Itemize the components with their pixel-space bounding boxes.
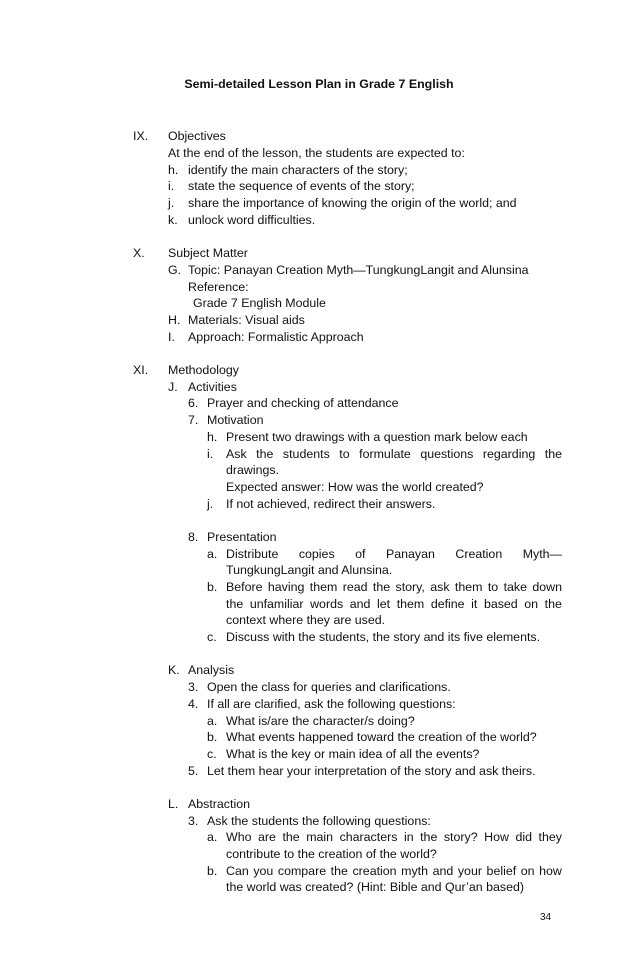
abstraction-question-justified-line	[226, 829, 562, 845]
list-marker: H.	[168, 313, 181, 327]
word: the	[544, 447, 562, 461]
list-marker: b.	[207, 730, 218, 744]
methodology-heading: Methodology	[168, 363, 239, 377]
word: Ask	[226, 447, 247, 461]
analysis-item: Open the class for queries and clarifications.	[207, 680, 451, 694]
objective-item: share the importance of knowing the origin of the world; and	[188, 196, 517, 210]
list-marker: c.	[207, 747, 217, 761]
topic-line: Topic: Panayan Creation Myth—TungkungLangit and Alunsina	[188, 263, 529, 277]
list-marker: 8.	[188, 530, 199, 544]
list-marker: h.	[207, 430, 218, 444]
word: of	[355, 547, 366, 561]
word: students	[282, 447, 330, 461]
word: Creation	[455, 547, 503, 561]
analysis-item: Let them hear your interpretation of the story and ask theirs.	[207, 764, 536, 778]
word: your	[457, 864, 482, 878]
objectives-intro: At the end of the lesson, the students are expected to:	[168, 146, 465, 160]
list-marker: j.	[207, 497, 214, 511]
abstraction-question-continuation: the world was created? (Hint: Bible and Qur’an based)	[226, 880, 524, 894]
word: the	[544, 597, 562, 611]
presentation-item-continuation: TungkungLangit and Alunsina.	[226, 563, 393, 577]
list-marker: h.	[168, 163, 179, 177]
word: it	[471, 597, 478, 611]
abstraction-question-justified-line	[226, 863, 562, 879]
word: myth	[401, 864, 429, 878]
materials-line: Materials: Visual aids	[188, 313, 305, 327]
list-marker: a.	[207, 714, 218, 728]
presentation-item-justified-line	[226, 546, 562, 562]
word: regarding	[482, 447, 536, 461]
word: Myth—	[522, 547, 562, 561]
list-marker: 6.	[188, 396, 199, 410]
word: to	[339, 447, 350, 461]
activities-heading: Activities	[188, 380, 237, 394]
word: on	[520, 864, 535, 878]
word: the	[226, 597, 244, 611]
list-marker: 3.	[188, 814, 199, 828]
motivation-item-continuation: drawings.	[226, 463, 280, 477]
list-marker: K.	[168, 663, 180, 677]
objective-item: unlock word difficulties.	[188, 213, 316, 227]
word: copies	[298, 547, 335, 561]
list-marker: b.	[207, 864, 218, 878]
word: to	[487, 580, 499, 594]
word: you	[253, 864, 274, 878]
analysis-heading: Analysis	[188, 663, 235, 677]
motivation-item: If not achieved, redirect their answers.	[226, 497, 436, 511]
list-marker: J.	[168, 380, 178, 394]
word: and	[432, 864, 454, 878]
word: main	[306, 830, 334, 844]
list-marker: j.	[168, 196, 175, 210]
list-marker: I.	[168, 330, 175, 344]
word: based	[483, 597, 518, 611]
analysis-item: If all are clarified, ask the following questions:	[207, 697, 456, 711]
word: define	[430, 597, 465, 611]
motivation-heading: Motivation	[207, 413, 264, 427]
abstraction-question-continuation: contribute to the creation of the world?	[226, 847, 437, 861]
word: questions	[420, 447, 474, 461]
motivation-item: Present two drawings with a question mark below each	[226, 430, 528, 444]
list-marker: a.	[207, 547, 218, 561]
objectives-heading: Objectives	[168, 129, 226, 143]
word: ask	[430, 580, 450, 594]
word: the	[256, 447, 274, 461]
list-marker: b.	[207, 580, 218, 594]
objective-item: state the sequence of events of the story;	[188, 179, 415, 193]
list-marker: k.	[168, 213, 178, 227]
analysis-question: What is/are the character/s doing?	[226, 714, 415, 728]
abstraction-item: Ask the students the following questions:	[207, 814, 431, 828]
word: did	[515, 830, 532, 844]
presentation-item-justified-line	[226, 596, 562, 612]
word: characters	[339, 830, 398, 844]
word: how	[539, 864, 562, 878]
list-marker: 5.	[188, 764, 199, 778]
word: having	[267, 580, 305, 594]
word: Distribute	[226, 547, 279, 561]
word: compare	[277, 864, 327, 878]
word: in	[403, 830, 414, 844]
word: creation	[352, 864, 397, 878]
word: story?	[443, 830, 478, 844]
word: How	[484, 830, 509, 844]
section-numeral-subject-matter: X.	[133, 246, 145, 260]
list-marker: c.	[207, 630, 217, 644]
word: take	[503, 580, 527, 594]
word: story,	[395, 580, 425, 594]
objective-item: identify the main characters of the story;	[188, 163, 408, 177]
list-marker: G.	[168, 263, 182, 277]
list-marker: 7.	[188, 413, 199, 427]
word: them	[309, 580, 338, 594]
word: formulate	[359, 447, 411, 461]
word: Before	[226, 580, 263, 594]
word: Panayan	[385, 547, 435, 561]
prayer-item: Prayer and checking of attendance	[207, 396, 399, 410]
word: them	[396, 597, 425, 611]
page-title: Semi-detailed Lesson Plan in Grade 7 English	[184, 77, 454, 91]
approach-line: Approach: Formalistic Approach	[188, 330, 364, 344]
word: Who	[226, 830, 252, 844]
presentation-heading: Presentation	[207, 530, 277, 544]
analysis-question: What is the key or main idea of all the events?	[226, 747, 480, 761]
presentation-item: Discuss with the students, the story and its five elements.	[226, 630, 541, 644]
list-marker: L.	[168, 797, 179, 811]
presentation-item-continuation: context where they are used.	[226, 613, 386, 627]
word: read	[342, 580, 368, 594]
abstraction-heading: Abstraction	[188, 797, 250, 811]
word: the	[420, 830, 438, 844]
reference-label: Reference:	[188, 280, 249, 294]
word: the	[372, 580, 391, 594]
word: Can	[226, 864, 249, 878]
presentation-item-justified-line	[226, 579, 562, 595]
word: down	[532, 580, 562, 594]
word: them	[454, 580, 483, 594]
word: they	[538, 830, 562, 844]
expected-answer: Expected answer: How was the world created?	[226, 480, 484, 494]
section-numeral-objectives: IX.	[133, 129, 149, 143]
word: the	[282, 830, 300, 844]
word: unfamiliar	[249, 597, 304, 611]
word: let	[377, 597, 391, 611]
word: the	[330, 864, 348, 878]
page-number: 34	[540, 912, 552, 923]
list-marker: 3.	[188, 680, 199, 694]
list-marker: a.	[207, 830, 218, 844]
subject-matter-heading: Subject Matter	[168, 246, 248, 260]
word: on	[524, 597, 539, 611]
word: and	[349, 597, 371, 611]
list-marker: 4.	[188, 697, 199, 711]
list-marker: i.	[168, 179, 175, 193]
word: belief	[486, 864, 517, 878]
word: are	[258, 830, 276, 844]
motivation-item-justified-line	[226, 446, 562, 462]
word: words	[310, 597, 344, 611]
section-numeral-methodology: XI.	[133, 363, 149, 377]
list-marker: i.	[207, 447, 214, 461]
analysis-question: What events happened toward the creation of the world?	[226, 730, 537, 744]
reference-value: Grade 7 English Module	[193, 296, 326, 310]
